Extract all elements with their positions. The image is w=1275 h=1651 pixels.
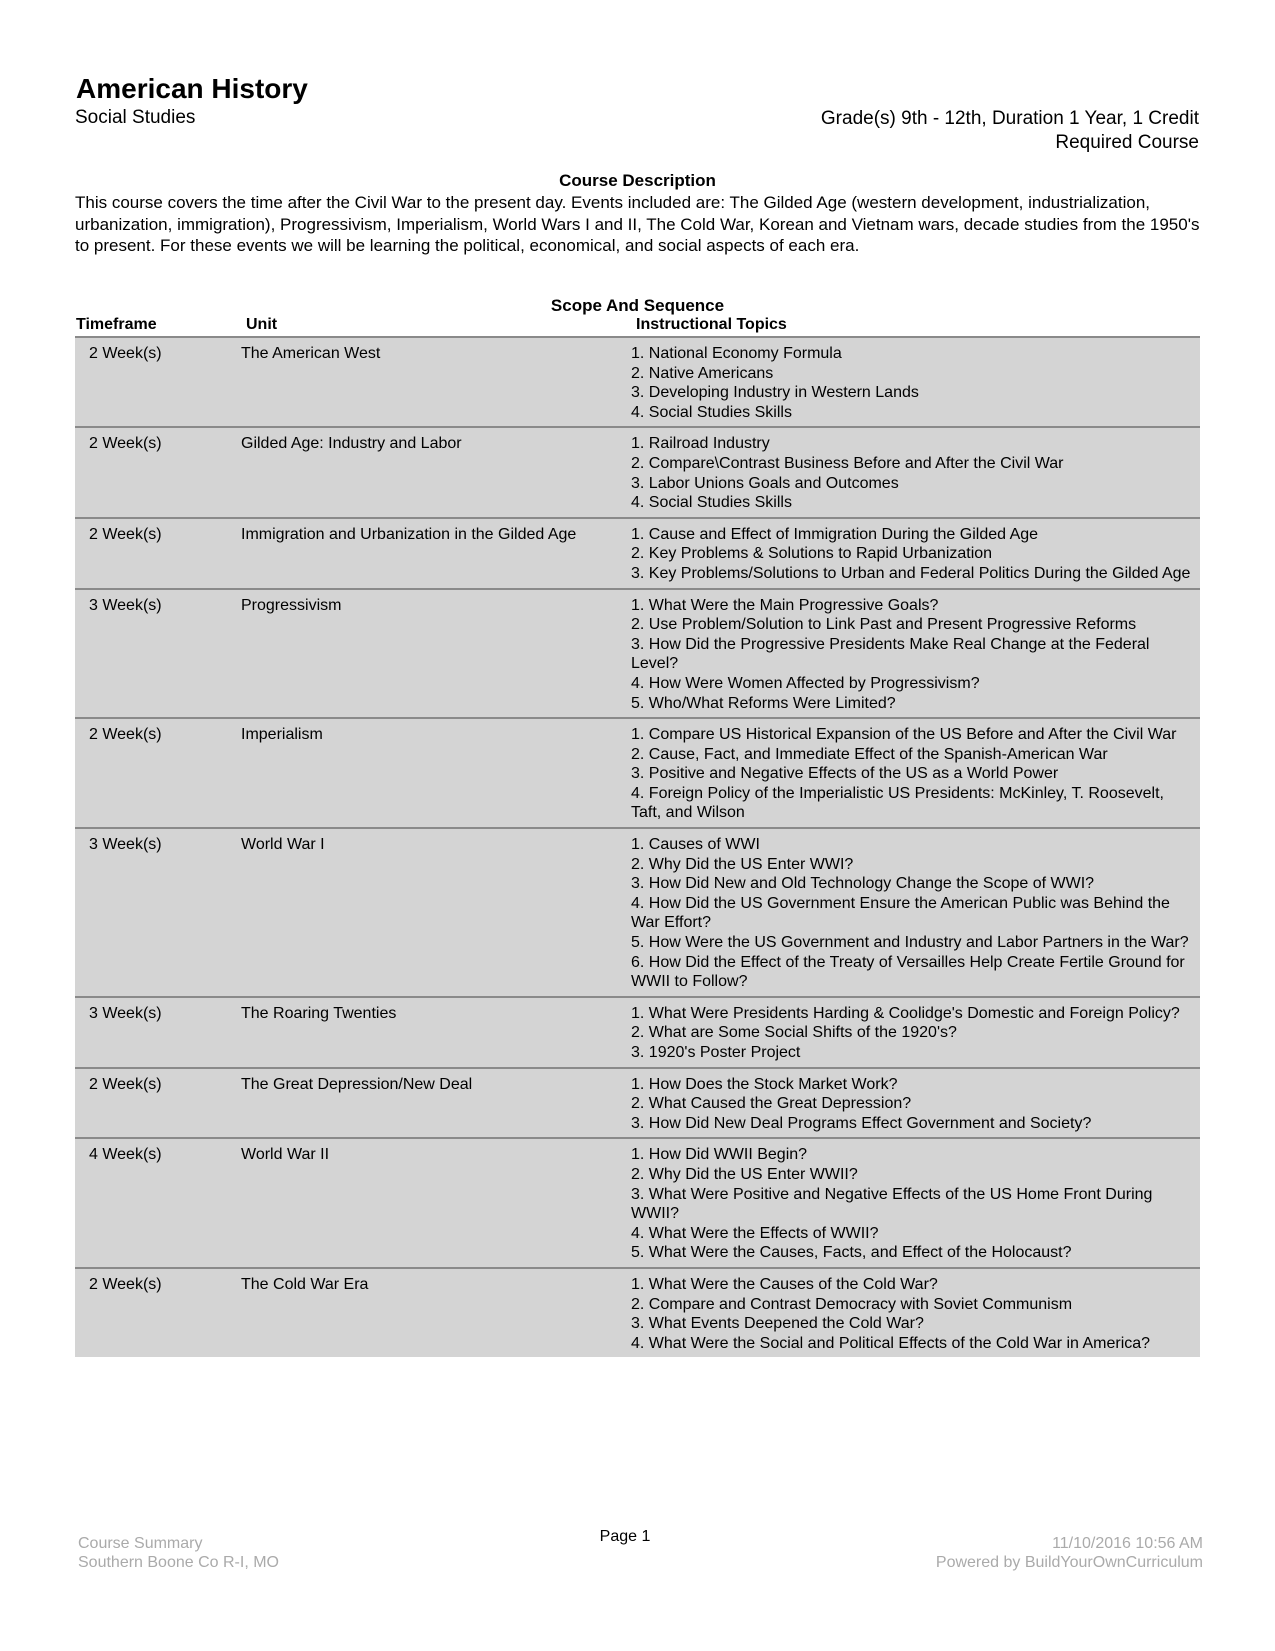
description-heading: Course Description bbox=[559, 171, 716, 190]
topic-item: 4. How Did the US Government Ensure the American Public was Behind the War Effort? bbox=[631, 894, 1170, 932]
scope-table bbox=[75, 336, 1200, 1357]
course-subject: Social Studies bbox=[75, 107, 196, 128]
row-timeframe: 2 Week(s) bbox=[89, 435, 162, 453]
table-row bbox=[75, 1267, 1200, 1357]
description-text: This course covers the time after the Civil War to the present day. Events included are: The Gilded Age (western development, industrialization, urbanization, immigration), Progressivism, Imperialism, World Wars I and II, The Cold War, Korean and Vietnam wars, decade studies from the 1950's to present. For these events we will be learning the political, economical, and social aspects of each era. bbox=[75, 193, 1200, 255]
table-row bbox=[75, 588, 1200, 718]
row-unit: Gilded Age: Industry and Labor bbox=[241, 435, 462, 453]
table-row bbox=[75, 1067, 1200, 1138]
footer-powered-by: Powered by BuildYourOwnCurriculum bbox=[935, 1554, 1203, 1571]
row-unit: World War II bbox=[241, 1146, 330, 1164]
row-unit: Immigration and Urbanization in the Gilded Age bbox=[241, 525, 577, 543]
topic-item: 1. What Were the Main Progressive Goals? bbox=[631, 596, 939, 614]
row-timeframe: 4 Week(s) bbox=[89, 1146, 162, 1164]
row-topics bbox=[631, 525, 1200, 584]
table-row bbox=[75, 426, 1200, 516]
footer-course-summary: Course Summary bbox=[78, 1535, 203, 1552]
topic-item: 1. Causes of WWI bbox=[631, 836, 760, 854]
topic-item: 2. Why Did the US Enter WWII? bbox=[631, 1165, 858, 1183]
topic-item: 3. Labor Unions Goals and Outcomes bbox=[631, 474, 899, 492]
row-topics bbox=[631, 596, 1200, 714]
row-unit: The American West bbox=[241, 345, 381, 362]
row-topics bbox=[631, 1145, 1200, 1263]
course-meta bbox=[821, 107, 1199, 155]
course-grade-duration: Grade(s) 9th - 12th, Duration 1 Year, 1 Credit bbox=[820, 108, 1199, 129]
row-timeframe: 2 Week(s) bbox=[89, 726, 162, 744]
row-topics bbox=[631, 835, 1200, 992]
topic-item: 3. Developing Industry in Western Lands bbox=[631, 384, 919, 402]
footer-district: Southern Boone Co R-I, MO bbox=[78, 1554, 279, 1571]
topic-item: 3. How Did New Deal Programs Effect Government and Society? bbox=[631, 1114, 1092, 1132]
topic-item: 2. Compare\Contrast Business Before and After the Civil War bbox=[631, 454, 1064, 472]
topic-item: 3. How Did the Progressive Presidents Make Real Change at the Federal Level? bbox=[631, 635, 1150, 673]
topic-item: 3. Key Problems/Solutions to Urban and Federal Politics During the Gilded Age bbox=[631, 564, 1191, 582]
topic-item: 3. 1920's Poster Project bbox=[631, 1044, 801, 1061]
row-unit: World War I bbox=[241, 836, 325, 854]
table-row bbox=[75, 517, 1200, 588]
table-row bbox=[75, 827, 1200, 996]
topic-item: 5. What Were the Causes, Facts, and Effect of the Holocaust? bbox=[631, 1244, 1072, 1262]
topic-item: 1. National Economy Formula bbox=[631, 345, 842, 362]
topic-item: 4. Social Studies Skills bbox=[631, 403, 792, 421]
topic-item: 4. What Were the Effects of WWII? bbox=[631, 1224, 879, 1242]
row-topics bbox=[631, 1075, 1200, 1134]
topic-item: 1. Cause and Effect of Immigration During the Gilded Age bbox=[631, 525, 1039, 543]
topic-item: 5. How Were the US Government and Industry and Labor Partners in the War? bbox=[631, 934, 1189, 952]
row-timeframe: 2 Week(s) bbox=[89, 525, 162, 543]
topic-item: 1. Railroad Industry bbox=[631, 435, 770, 453]
topic-item: 1. How Does the Stock Market Work? bbox=[631, 1075, 898, 1093]
row-unit: The Cold War Era bbox=[241, 1275, 369, 1293]
topic-item: 4. Foreign Policy of the Imperialistic US Presidents: McKinley, T. Roosevelt, Taft, and Wilson bbox=[631, 784, 1164, 822]
course-title: American History bbox=[76, 73, 308, 104]
row-topics bbox=[631, 344, 1200, 422]
topic-item: 2. Cause, Fact, and Immediate Effect of the Spanish-American War bbox=[631, 745, 1108, 763]
row-unit: Imperialism bbox=[241, 726, 323, 744]
topic-item: 4. How Were Women Affected by Progressivism? bbox=[631, 674, 980, 692]
row-unit: The Great Depression/New Deal bbox=[241, 1075, 473, 1093]
topic-item: 2. What Caused the Great Depression? bbox=[631, 1095, 912, 1113]
footer-right bbox=[936, 1534, 1203, 1572]
topic-item: 2. Key Problems & Solutions to Rapid Urbanization bbox=[631, 545, 993, 563]
row-timeframe: 2 Week(s) bbox=[89, 1275, 162, 1293]
topic-item: 2. Use Problem/Solution to Link Past and Present Progressive Reforms bbox=[631, 616, 1137, 634]
topic-item: 6. How Did the Effect of the Treaty of Versailles Help Create Fertile Ground for WWII to Follow? bbox=[631, 953, 1185, 991]
topic-item: 4. Social Studies Skills bbox=[631, 494, 792, 512]
topic-item: 3. What Events Deepened the Cold War? bbox=[631, 1315, 924, 1333]
row-timeframe: 2 Week(s) bbox=[89, 1075, 162, 1093]
topic-item: 2. Compare and Contrast Democracy with Soviet Communism bbox=[631, 1295, 1073, 1313]
row-timeframe: 3 Week(s) bbox=[89, 596, 162, 614]
table-row bbox=[75, 1137, 1200, 1267]
topic-item: 3. Positive and Negative Effects of the US as a World Power bbox=[631, 765, 1059, 783]
row-timeframe: 3 Week(s) bbox=[89, 1004, 162, 1022]
row-topics bbox=[631, 725, 1200, 823]
table-row bbox=[75, 996, 1200, 1067]
row-topics bbox=[631, 1004, 1200, 1063]
row-topics bbox=[631, 434, 1200, 512]
column-header-topics: Instructional Topics bbox=[636, 316, 787, 333]
topic-item: 2. Why Did the US Enter WWI? bbox=[631, 855, 854, 873]
row-unit: Progressivism bbox=[241, 596, 342, 614]
topic-item: 1. Compare US Historical Expansion of the US Before and After the Civil War bbox=[631, 726, 1177, 744]
row-unit: The Roaring Twenties bbox=[241, 1004, 397, 1022]
column-header-unit: Unit bbox=[246, 316, 278, 333]
topic-item: 3. How Did New and Old Technology Change the Scope of WWI? bbox=[631, 875, 1095, 893]
table-row bbox=[75, 717, 1200, 827]
scope-heading: Scope And Sequence bbox=[550, 296, 725, 315]
row-topics bbox=[631, 1275, 1200, 1353]
topic-item: 1. How Did WWII Begin? bbox=[631, 1146, 808, 1164]
topic-item: 4. What Were the Social and Political Effects of the Cold War in America? bbox=[631, 1334, 1151, 1352]
topic-item: 2. What are Some Social Shifts of the 1920's? bbox=[631, 1024, 957, 1042]
footer-timestamp: 11/10/2016 10:56 AM bbox=[1052, 1535, 1203, 1552]
topic-item: 1. What Were Presidents Harding & Coolidge's Domestic and Foreign Policy? bbox=[631, 1004, 1180, 1022]
column-header-timeframe: Timeframe bbox=[76, 316, 157, 333]
row-timeframe: 2 Week(s) bbox=[89, 345, 162, 362]
topic-item: 1. What Were the Causes of the Cold War? bbox=[631, 1275, 938, 1293]
topic-item: 3. What Were Positive and Negative Effects of the US Home Front During WWII? bbox=[631, 1185, 1153, 1223]
course-requirement: Required Course bbox=[1055, 132, 1199, 153]
topic-item: 5. Who/What Reforms Were Limited? bbox=[631, 694, 896, 712]
page-number: Page 1 bbox=[599, 1528, 651, 1545]
topic-item: 2. Native Americans bbox=[631, 364, 774, 382]
row-timeframe: 3 Week(s) bbox=[89, 836, 162, 854]
table-row bbox=[75, 336, 1200, 426]
